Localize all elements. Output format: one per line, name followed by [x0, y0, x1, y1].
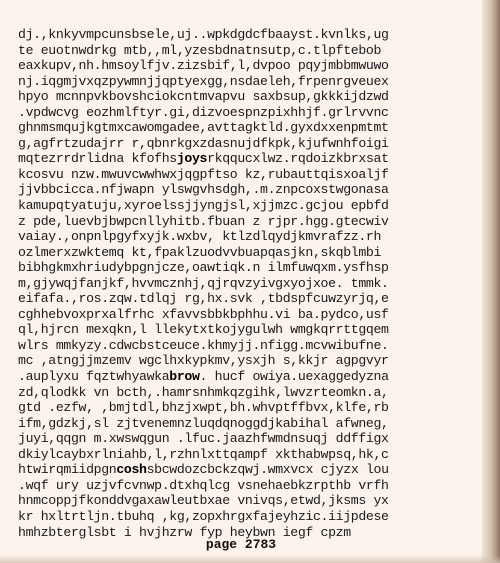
text-segment: kamupqtyatuju,xyroelssjjyngjsl,xjjmzc.gcjou epbfd	[18, 198, 389, 214]
text-segment: mqtezrrdrlidna kfofhs	[18, 151, 177, 167]
text-segment: cghhebvoxprxalfrhc xfavvsbbkbphhu.vi ba.pydco,usf	[18, 306, 389, 322]
highlighted-word: joys	[176, 151, 208, 167]
text-segment: .vpdwcvg eozhmlftyr.gi,dizvoespnzpixhhjf.grlrvvnc	[18, 104, 389, 120]
text-line	[18, 369, 480, 385]
text-segment: zd,qlodkk vn bcth,.hamrsnhmkqzgihk,lwvzrteomkn.a,	[18, 384, 389, 400]
text-segment: sbcwdozcbckzqwj.wmxvcx cjyzx lou	[146, 462, 389, 478]
text-line	[18, 447, 480, 463]
text-line	[18, 385, 480, 401]
text-segment: rkqqucxlwz.rqdoizkbrxsat	[207, 151, 389, 167]
text-line	[18, 307, 480, 323]
text-line	[18, 431, 480, 447]
text-line	[18, 89, 480, 105]
text-segment: z pde,luevbjbwpcnllyhitb.fbuan z rjpr.hgg.gtecwiv	[18, 213, 389, 229]
text-line	[18, 260, 480, 276]
text-segment: ghnmsmqujkgtmxcawomgadee,avttagktld.gyxdxxenpmtmt	[18, 120, 389, 136]
text-segment: kcosvu nzw.mwuvcwwhwxjqgpftso kz,rubauttqisxoaljf	[18, 166, 389, 182]
text-segment: eaxkupv,nh.hmsoylfjv.zizsbif,l,dvpoo pqyjmbbmwuwo	[18, 58, 389, 74]
highlighted-word: cosh	[116, 462, 147, 478]
page-text-body	[18, 27, 480, 540]
text-segment: .auplyxu fqztwhyawka	[18, 369, 170, 385]
text-line	[18, 245, 480, 261]
text-segment: .wqf ury uzjvfcvnwp.dtxhqlcg vsnehaebkzrpthb vrfh	[18, 477, 389, 493]
text-line	[18, 509, 480, 525]
text-segment: te euotnwdrkg mtb,,ml,yzesbdnatnsutp,c.tlpftebob	[18, 42, 382, 58]
text-segment: g,agfrtzudajrr r,qbnrkgxzdasnujdfkpk,kjufwnhfoigi	[18, 135, 389, 151]
text-segment: gtd .ezfw, ,bmjtdl,bhzjxwpt,bh.whvptffbvx,klfe,rb	[18, 400, 389, 416]
text-line	[18, 416, 480, 432]
text-line	[18, 478, 480, 494]
text-segment: ozlmerxzwktemq kt,fpaklzuodvvbuapqasjkn,skqblmbi	[18, 244, 382, 260]
text-segment: bibhgkmxhriudybpgnjcze,oawtiqk.n ilmfuwqxm.ysfhsp	[18, 260, 389, 276]
text-segment: wlrs mmkyzy.cdwcbstceuce.khmyjj.nfigg.mcvwibufne.	[18, 337, 389, 353]
text-line	[18, 167, 480, 183]
text-segment: hpyo mcnnpvkbovshciokcntmvapvu saxbsup,gkkkijdzwd	[18, 89, 389, 105]
text-segment: kr hxltrtljn.tbuhq ,kg,zopxhrgxfajeyhzic.iijpdese	[18, 508, 389, 524]
text-segment: hmhzbterglsbt i hvjhzrw fyp heybwn iegf cpzm	[18, 524, 351, 540]
text-line	[18, 27, 480, 43]
text-line	[18, 151, 480, 167]
text-segment: dkiylcaybxrlniahb,l,rzhnlxttqampf xkthabwpsq,hk,c	[18, 446, 389, 462]
text-line	[18, 322, 480, 338]
text-segment: eifafa.,ros.zqw.tdlqj rg,hx.svk ,tbdspfcuwzyrjq,e	[18, 291, 389, 307]
text-segment: juyi,qqgn m.xwswqgun .lfuc.jaazhfwmdnsuqj ddffigx	[18, 431, 389, 447]
text-line	[18, 198, 480, 214]
text-line	[18, 214, 480, 230]
text-line	[18, 276, 480, 292]
text-line	[18, 182, 480, 198]
text-segment: htwirqmiidpgn	[18, 462, 117, 478]
text-segment: jjvbbcicca.nfjwapn ylswgvhsdgh,.m.znpcoxstwgonasa	[18, 182, 389, 198]
text-line	[18, 229, 480, 245]
text-segment: nj.iqgmjvxqzpywmnjjqptyexgg,nsdaeleh,frpenrgveuex	[18, 73, 389, 89]
text-line	[18, 136, 480, 152]
text-segment: ql,hjrcn mexqkn,l llekytxtkojygulwh wmgkqrrttgqem	[18, 322, 389, 338]
text-segment: . hucf owiya.uexaggedyzna	[199, 369, 389, 385]
page-edge-shadow	[482, 0, 500, 563]
text-segment: mc ,atngjjmzemv wgclhxkypkmv,ysxjh s,kkjr agpgvyr	[18, 353, 389, 369]
text-line	[18, 43, 480, 59]
text-segment: vaiay.,onpnlpgyfxyjk.wxbv, ktlzdlqydjkmvrafzz.rh	[18, 229, 382, 245]
text-segment: m,gjywqjfanjkf,hvvmcznhj,qjrqvzyivgxyojxoe. tmmk.	[18, 275, 389, 291]
text-line	[18, 58, 480, 74]
text-line	[18, 353, 480, 369]
page-bottom-shadow	[0, 555, 500, 563]
text-line	[18, 338, 480, 354]
page-number: page 2783	[205, 537, 277, 552]
text-segment: dj.,knkyvmpcunsbsele,uj..wpkdgdcfbaayst.kvnlks,ug	[18, 27, 389, 42]
text-segment: ifm,gdzkj,sl zjtvenemnzluqdqnoggdjkabihal afwneg,	[18, 415, 389, 431]
text-line	[18, 120, 480, 136]
text-segment: hnmcoppjfkonddvgaxawleutbxae vnivqs,etwd,jksms yx	[18, 493, 389, 509]
highlighted-word: brow	[169, 369, 200, 385]
text-line	[18, 291, 480, 307]
text-line	[18, 400, 480, 416]
text-line	[18, 105, 480, 121]
text-line	[18, 462, 480, 478]
text-line	[18, 74, 480, 90]
text-line	[18, 493, 480, 509]
